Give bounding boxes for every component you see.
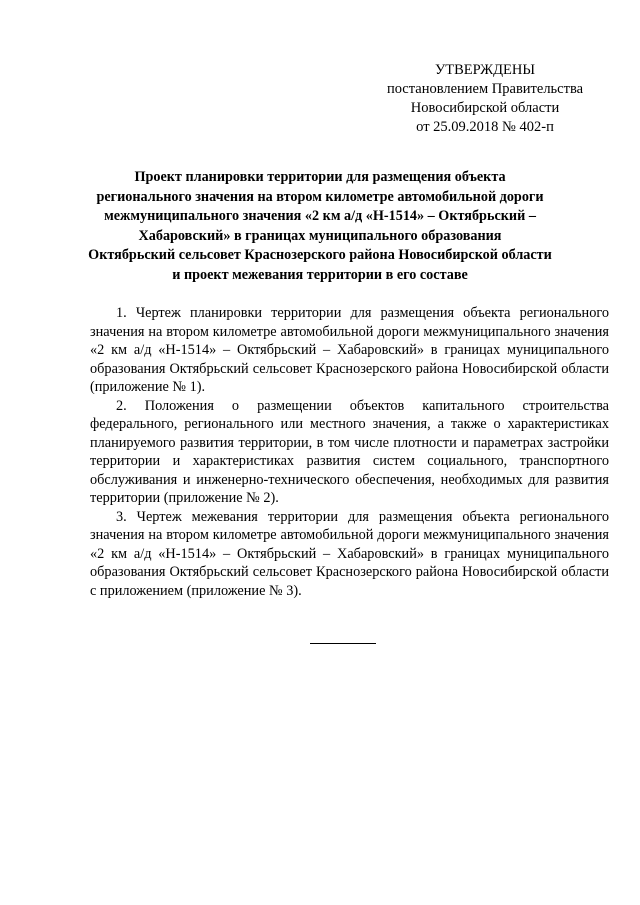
approval-region: Новосибирской области bbox=[410, 100, 560, 116]
approval-stamp bbox=[360, 61, 610, 137]
item-number: 1. bbox=[116, 305, 127, 321]
approval-authority: постановлением Правительства bbox=[386, 81, 584, 97]
approval-heading: УТВЕРЖДЕНЫ bbox=[434, 62, 536, 78]
item-text: Чертеж планировки территории для размещения объекта регионального значения на втором километре автомобильной дороги межмуниципального значения «2 км а/д «Н-1514» – Октябрьский – Хабаровский» в границах муниципального образования Октябрьский сельсовет Краснозерского района Новосибирской области (приложение № 1). bbox=[90, 305, 609, 395]
list-item bbox=[90, 397, 609, 508]
end-separator-line bbox=[310, 643, 376, 644]
item-number: 2. bbox=[116, 397, 127, 414]
title-line: регионального значения на втором километре автомобильной дороги bbox=[96, 188, 544, 205]
list-item bbox=[90, 508, 609, 601]
approval-date-number: от 25.09.2018 № 402-п bbox=[416, 119, 554, 135]
title-line: межмуниципального значения «2 км а/д «Н-1514» – Октябрьский – bbox=[104, 208, 536, 225]
item-text: Чертеж межевания территории для размещения объекта регионального значения на втором километре автомобильной дороги межмуниципального значения «2 км а/д «Н-1514» – Октябрьский – Хабаровский» в границах муниципального образования Октябрьский сельсовет Краснозерского района Новосибирской области с приложением (приложение № 3). bbox=[90, 508, 609, 599]
title-line: и проект межевания территории в его составе bbox=[172, 266, 468, 283]
title-line: Октябрьский сельсовет Краснозерского района Новосибирской области bbox=[88, 247, 552, 264]
list-item bbox=[90, 304, 609, 397]
item-number: 3. bbox=[116, 508, 127, 525]
title-line: Проект планировки территории для размещения объекта bbox=[134, 169, 506, 185]
document-body bbox=[90, 304, 609, 600]
item-text: Положения о размещении объектов капитального строительства федерального, регионального или местного значения, а также о характеристиках планируемого развития территории, в том числе плотности и параметрах застройки территории и характеристиках развития систем социального, транспортного обслуживания и инженерно-технического обеспечения, необходимых для развития территории (приложение № 2). bbox=[90, 397, 609, 506]
document-title bbox=[70, 168, 570, 286]
title-line: Хабаровский» в границах муниципального образования bbox=[138, 227, 502, 244]
